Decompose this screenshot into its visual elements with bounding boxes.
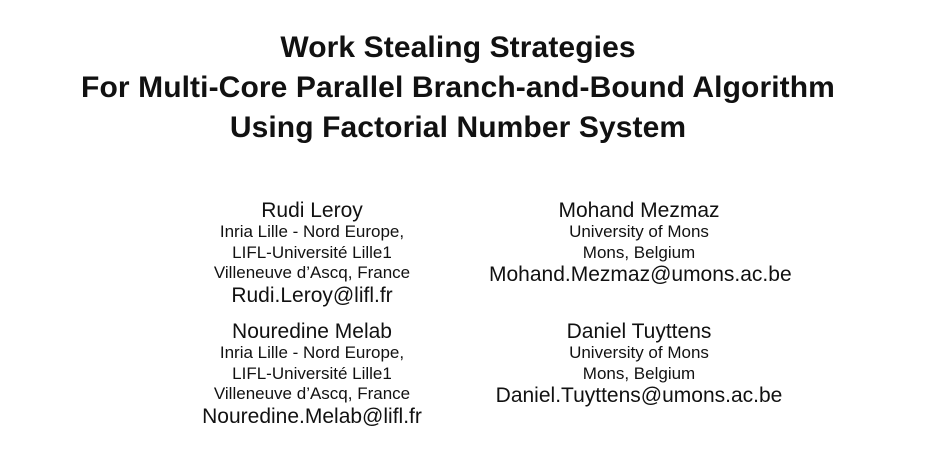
author-email: Mohand.Mezmaz@umons.ac.be bbox=[489, 263, 792, 286]
author-affiliation-line: University of Mons bbox=[569, 222, 709, 241]
author-affiliation-line: Villeneuve d’Ascq, France bbox=[213, 263, 411, 282]
author-block-daniel-tuyttens bbox=[489, 320, 789, 407]
paper-title bbox=[0, 28, 916, 148]
author-affiliation-line: LIFL-Université Lille1 bbox=[232, 363, 392, 383]
title-line-1: Work Stealing Strategies bbox=[280, 31, 636, 64]
author-name: Mohand Mezmaz bbox=[558, 199, 720, 222]
author-name: Nouredine Melab bbox=[232, 320, 392, 343]
author-affiliation-line: Villeneuve d’Ascq, France bbox=[213, 384, 411, 403]
author-email: Rudi.Leroy@lifl.fr bbox=[231, 283, 393, 307]
author-affiliation-line: Mons, Belgium bbox=[582, 242, 696, 262]
author-affiliation-line: Mons, Belgium bbox=[582, 363, 696, 383]
author-block-nouredine-melab bbox=[162, 320, 462, 428]
author-block-rudi-leroy bbox=[162, 199, 462, 307]
author-affiliation-line: LIFL-Université Lille1 bbox=[232, 242, 392, 262]
author-affiliation-line: University of Mons bbox=[569, 343, 709, 362]
title-line-3: Using Factorial Number System bbox=[229, 111, 687, 144]
author-block-mohand-mezmaz bbox=[489, 199, 792, 286]
author-name: Daniel Tuyttens bbox=[566, 320, 712, 343]
author-email: Daniel.Tuyttens@umons.ac.be bbox=[495, 384, 783, 407]
author-affiliation-line: Inria Lille - Nord Europe, bbox=[219, 343, 405, 362]
author-affiliation-line: Inria Lille - Nord Europe, bbox=[219, 222, 405, 241]
author-name: Rudi Leroy bbox=[261, 199, 363, 222]
title-line-2: For Multi-Core Parallel Branch-and-Bound Algorithm bbox=[81, 71, 835, 104]
author-email: Nouredine.Melab@lifl.fr bbox=[202, 404, 422, 428]
